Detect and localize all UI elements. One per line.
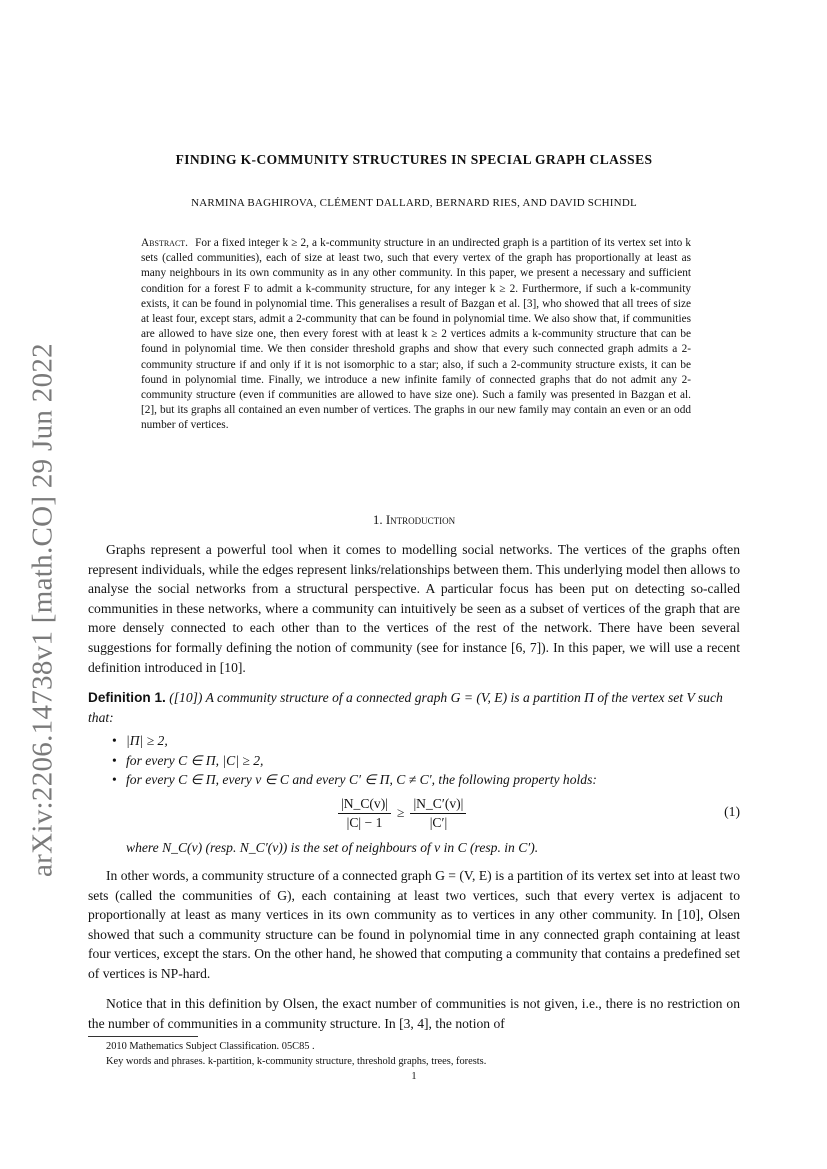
equation-number: (1) xyxy=(724,804,740,819)
footnote-keywords: Key words and phrases. k-partition, k-community structure, threshold graphs, trees, forests. xyxy=(106,1055,487,1067)
definition-condition-item: • |Π| ≥ 2, xyxy=(126,731,740,751)
body-paragraph-3 xyxy=(88,994,740,1033)
section-title: Introduction xyxy=(385,512,456,527)
paper-title: FINDING K-COMMUNITY STRUCTURES IN SPECIAL GRAPH CLASSES xyxy=(175,152,653,167)
paragraph-text: In other words, a community structure of a connected graph G = (V, E) is a partition of its vertex set into at least two sets (called the communities of G), each containing at least two vertices, such that every vertex is adjacent to proportionally at least as many vertices in its own community as to vertices in any other community. In [10], Olsen showed that such a community structure can be found in polynomial time in any connected graph containing at least four vertices, except the stars. On the other hand, he showed that computing a community that contains a predefined set of vertices is NP-hard. xyxy=(88,868,740,981)
definition-condition-item: • for every C ∈ Π, every v ∈ C and every C′ ∈ Π, C ≠ C′, the following property holds: xyxy=(126,770,740,790)
abstract xyxy=(141,236,691,434)
footnote-rule xyxy=(88,1036,198,1037)
intro-section xyxy=(88,540,740,677)
arxiv-identifier: arXiv:2206.14738v1 [math.CO] 29 Jun 2022 xyxy=(26,343,59,877)
arxiv-identifier-sidebar xyxy=(22,343,64,877)
equation-lhs-denominator: |C| − 1 xyxy=(346,814,383,830)
paper-authors: NARMINA BAGHIROVA, CLÉMENT DALLARD, BERNARD RIES, AND DAVID SCHINDL xyxy=(191,197,637,209)
paragraph-text: Notice that in this definition by Olsen, the exact number of communities is not given, i.e., there is no restriction on the number of communities in a community structure. In [3, 4], the notion of xyxy=(88,996,740,1031)
equation-rhs-numerator: |N_C′(v)| xyxy=(410,796,466,814)
footnotes xyxy=(88,1040,740,1069)
section-number: 1. xyxy=(372,512,383,527)
equation-1 xyxy=(88,790,740,836)
abstract-label: Abstract. xyxy=(141,237,188,249)
definition-condition-item: • for every C ∈ Π, |C| ≥ 2, xyxy=(126,751,740,771)
intro-paragraph: Graphs represent a powerful tool when it comes to modelling social networks. The vertices of the graphs often represent individuals, while the edges represent links/relationships between them. This underlying model then allows to analyse the social networks from a structural perspective. A particular focus has been put on detecting so-called communities in these networks, where a community can intuitively be seen as a subset of vertices of the graph that are more densely connected to each other than to the vertices of the rest of the network. There have been several suggestions for formally defining the notion of community (see for instance [6, 7]). In this paper, we will use a recent definition introduced in [10]. xyxy=(88,542,740,675)
body-paragraph-2 xyxy=(88,866,740,984)
abstract-text: For a fixed integer k ≥ 2, a k-community structure in an undirected graph is a partition of its vertex set into k sets (called communities), each of size at least two, such that every vertex of the graph has proportionally at least as many neighbours in its own community as in any other community. In this paper, we present a necessary and sufficient condition for a forest F to admit a k-community structure, for any integer k ≥ 2. Furthermore, if such a k-community exists, it can be found in polynomial time. This generalises a result of Bazgan et al. [3], who showed that all trees of size at least four, except stars, admit a 2-community that can be found in polynomial time. We also show that, if communities are allowed to have size one, then every forest with at least k ≥ 2 vertices admits a k-community structure that can be found in polynomial time. We then consider threshold graphs and show that every such connected graph admits a 2-community structure if and only if it is not isomorphic to a star; also, if such a 2-community structure exists, it can be found in polynomial time. Finally, we introduce a new infinite family of connected graphs that do not admit any 2-community structure (even if communities are allowed to have size one). Such a family was presented in Bazgan et al. [2], but its graphs all contained an even number of vertices. The graphs in our new family may contain an even or an odd number of vertices. xyxy=(141,237,691,432)
equation-lhs-numerator: |N_C(v)| xyxy=(338,796,391,814)
definition-citation: ([10]) xyxy=(169,690,203,705)
definition-label: Definition 1. xyxy=(88,690,166,705)
definition-tail: where N_C(v) (resp. N_C′(v)) is the set of neighbours of v in C (resp. in C′). xyxy=(126,840,539,855)
equation-relation: ≥ xyxy=(396,805,405,820)
equation-body xyxy=(338,790,466,836)
definition-statement: A community structure of a connected graph G = (V, E) is a partition Π of the vertex set V such that: xyxy=(88,690,723,725)
definition-block xyxy=(88,688,740,790)
footnote-msc: 2010 Mathematics Subject Classification. 05C85 . xyxy=(106,1041,315,1052)
equation-lhs-fraction xyxy=(338,796,391,831)
definition-conditions xyxy=(88,731,740,790)
equation-rhs-fraction xyxy=(410,796,466,831)
equation-rhs-denominator: |C′| xyxy=(429,814,448,830)
page-number: 1 xyxy=(411,1071,417,1082)
section-heading-introduction xyxy=(88,512,740,528)
